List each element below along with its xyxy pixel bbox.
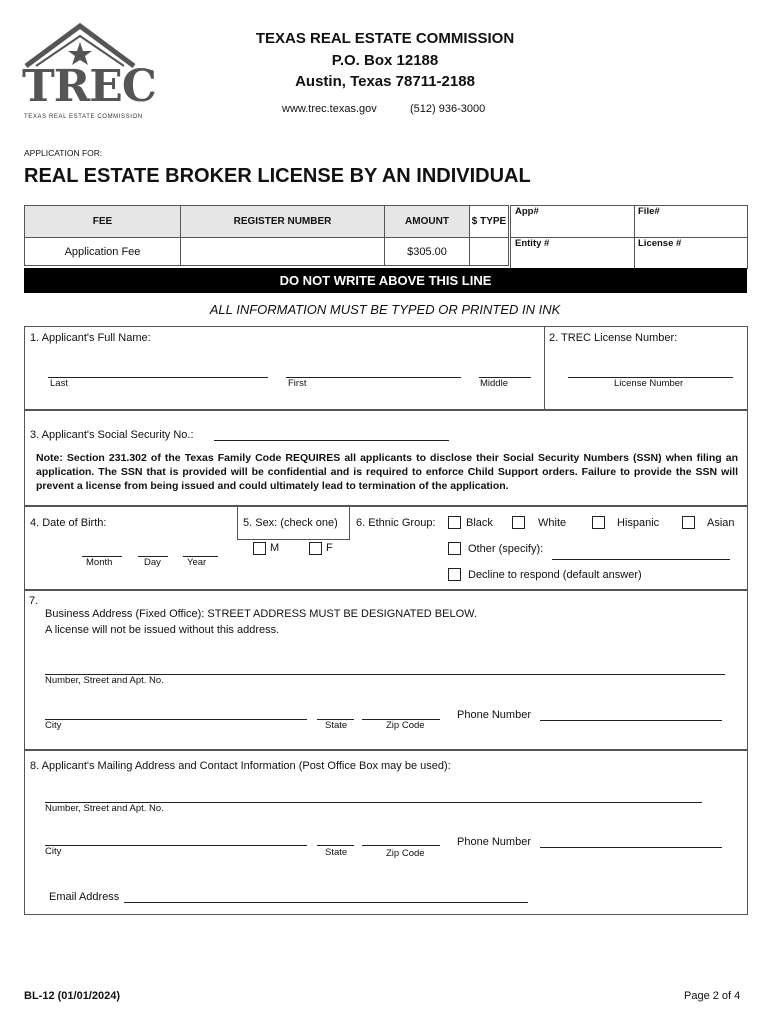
mailing-zip-field[interactable]: [362, 845, 440, 846]
first-label: First: [288, 378, 307, 389]
section-7-number: 7.: [29, 595, 39, 607]
ethnic-hispanic-checkbox[interactable]: [592, 516, 605, 529]
mailing-phone-field[interactable]: [540, 847, 722, 848]
ethnic-hispanic-label: Hispanic: [617, 517, 660, 529]
trec-logo: [22, 22, 156, 122]
fee-header: FEE: [25, 206, 181, 238]
ssn-note: Note: Section 231.302 of the Texas Family Code REQUIRES all applicants to disclose their Social Security Numbers (SSN) when filing an application. The SSN that is provided will be confidential and is required to enforce Child Support orders. Failure to provide the SSN will prevent a license from being issued and could ultimately lead to termination of the application.: [36, 452, 738, 492]
mailing-state-field[interactable]: [317, 845, 354, 846]
ethnic-asian-label: Asian: [707, 517, 735, 529]
month-label: Month: [86, 557, 113, 568]
logo-subtext: TEXAS REAL ESTATE COMMISSION: [24, 114, 143, 120]
po-box: P.O. Box 12188: [331, 52, 439, 69]
business-state-label: State: [325, 720, 348, 731]
business-phone-field[interactable]: [540, 720, 722, 721]
sex-f-label: F: [326, 542, 333, 554]
application-for: APPLICATION FOR:: [24, 148, 103, 158]
day-label: Day: [144, 557, 161, 568]
entity-label: Entity #: [515, 238, 550, 249]
mailing-state-label: State: [325, 847, 348, 858]
year-label: Year: [187, 557, 207, 568]
ethnic-decline-label: Decline to respond (default answer): [468, 569, 642, 581]
file-label: File#: [638, 206, 660, 217]
business-phone-label: Phone Number: [457, 709, 531, 721]
ethnic-decline-checkbox[interactable]: [448, 568, 461, 581]
ethnic-white-checkbox[interactable]: [512, 516, 525, 529]
ethnic-asian-checkbox[interactable]: [682, 516, 695, 529]
sex-m-checkbox[interactable]: [253, 542, 266, 555]
ethnic-other-checkbox[interactable]: [448, 542, 461, 555]
ssn-label: 3. Applicant's Social Security No.:: [30, 429, 194, 441]
amount-cell: $305.00: [385, 238, 470, 266]
first-name-field[interactable]: [286, 377, 461, 378]
license-label: License #: [638, 238, 682, 249]
ethnic-group-label: 6. Ethnic Group:: [356, 517, 436, 529]
type-header: $ TYPE: [470, 206, 509, 238]
license-number-label: 2. TREC License Number:: [549, 332, 678, 344]
org-name: TEXAS REAL ESTATE COMMISSION: [255, 30, 515, 47]
mailing-city-label: City: [45, 846, 62, 857]
ethnic-white-label: White: [538, 517, 567, 529]
page-title: REAL ESTATE BROKER LICENSE BY AN INDIVIDUAL: [24, 165, 531, 187]
ethnic-black-checkbox[interactable]: [448, 516, 461, 529]
sex-f-checkbox[interactable]: [309, 542, 322, 555]
ethnic-black-label: Black: [466, 517, 493, 529]
mailing-address-label: 8. Applicant's Mailing Address and Contact Information (Post Office Box may be used):: [30, 760, 451, 772]
mailing-zip-label: Zip Code: [386, 848, 425, 859]
amount-header: AMOUNT: [385, 206, 470, 238]
form-number: BL-12 (01/01/2024): [24, 990, 120, 1002]
fee-cell: Application Fee: [25, 238, 181, 266]
register-cell[interactable]: [181, 238, 385, 266]
license-number-sublabel: License Number: [614, 378, 684, 389]
business-zip-label: Zip Code: [386, 720, 425, 731]
fee-table: [24, 205, 509, 266]
mailing-street-label: Number, Street and Apt. No.: [45, 803, 164, 814]
last-name-field[interactable]: [48, 377, 268, 378]
last-label: Last: [50, 378, 68, 389]
app-label: App#: [515, 206, 539, 217]
mailing-phone-label: Phone Number: [457, 836, 531, 848]
ssn-field[interactable]: [214, 440, 449, 441]
phone-number: (512) 936-3000: [410, 103, 486, 115]
website-link[interactable]: www.trec.texas.gov: [282, 103, 377, 115]
type-cell[interactable]: [470, 238, 509, 266]
instructions: ALL INFORMATION MUST BE TYPED OR PRINTED IN INK: [209, 302, 561, 317]
mailing-city-field[interactable]: [45, 845, 307, 846]
section-8-box: [24, 749, 748, 915]
city-address: Austin, Texas 78711-2188: [295, 73, 475, 90]
page-number: Page 2 of 4: [684, 990, 741, 1002]
middle-label: Middle: [480, 378, 508, 389]
register-header: REGISTER NUMBER: [181, 206, 385, 238]
email-field[interactable]: [124, 902, 528, 903]
business-city-label: City: [45, 720, 62, 731]
dob-label: 4. Date of Birth:: [30, 517, 107, 529]
business-address-label: Business Address (Fixed Office): STREET ADDRESS MUST BE DESIGNATED BELOW.: [45, 608, 477, 620]
do-not-write-banner: DO NOT WRITE ABOVE THIS LINE: [24, 268, 747, 293]
ethnic-other-label: Other (specify):: [468, 543, 544, 555]
sex-label: 5. Sex: (check one): [243, 517, 338, 529]
business-street-label: Number, Street and Apt. No.: [45, 675, 164, 686]
business-city-field[interactable]: [45, 719, 307, 720]
ethnic-other-field[interactable]: [552, 559, 730, 560]
sex-m-label: M: [270, 542, 280, 554]
full-name-label: 1. Applicant's Full Name:: [30, 332, 151, 344]
email-label: Email Address: [49, 891, 120, 903]
logo-text: TREC: [22, 61, 156, 112]
business-address-note: A license will not be issued without this address.: [45, 624, 280, 636]
